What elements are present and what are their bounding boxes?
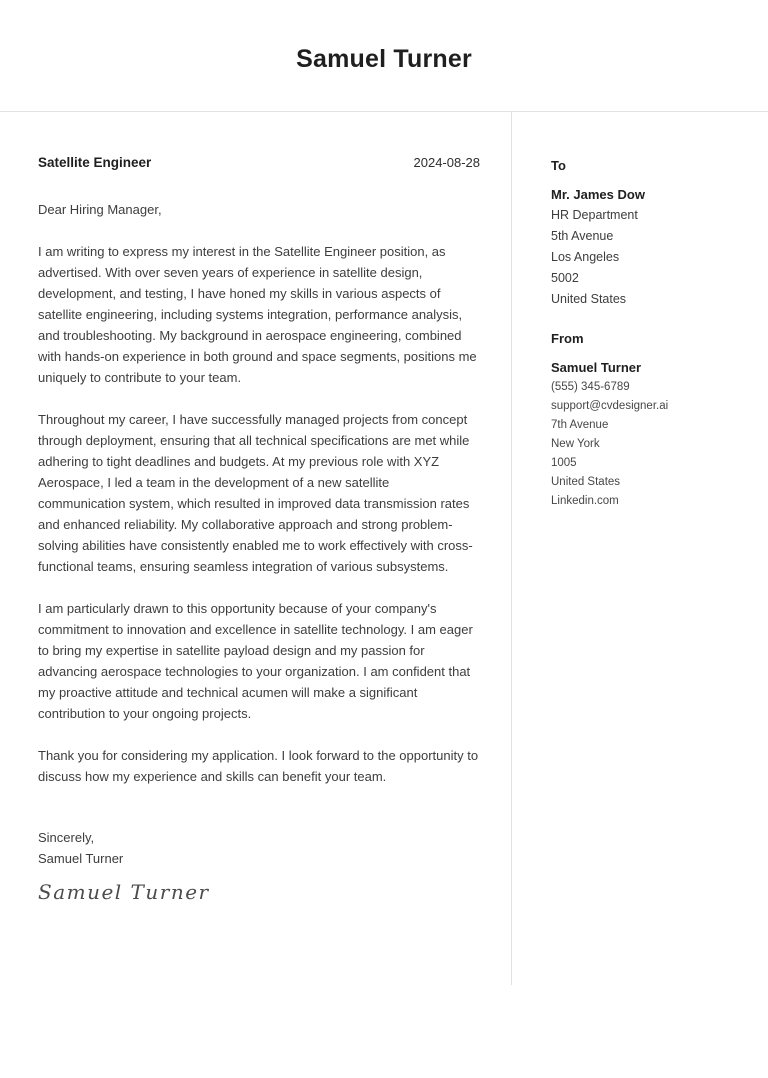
sender-name: Samuel Turner — [551, 360, 642, 375]
letter-paragraph-1: I am writing to express my interest in the Satellite Engineer position, as advertised. With over seven years of experience in satellite design, development, and testing, I have honed my skills in various aspects of satellite engineering, including systems integration, performance analysis, and troubleshooting. My background in aerospace engineering, combined with hands-on experience in both ground and space segments, positions me uniquely to contribute to your team. — [38, 244, 477, 385]
sender-detail: New York — [551, 438, 600, 450]
recipient-detail: Los Angeles — [551, 250, 620, 264]
to-section — [551, 155, 748, 310]
title-row — [38, 155, 480, 170]
closing-name: Samuel Turner — [38, 851, 124, 866]
sender-detail: 1005 — [551, 457, 577, 469]
letter-header — [0, 0, 768, 112]
from-section — [551, 328, 748, 511]
letter-paragraph-3: I am particularly drawn to this opportunity because of your company's commitment to innovation and excellence in satellite technology. I am eager to bring my expertise in satellite payload design and my passion for advancing aerospace technologies to your organization. I am confident that my proactive attitude and technical acumen will make a significant contribution to your ongoing projects. — [38, 601, 473, 721]
from-label: From — [551, 331, 584, 346]
signature-script: Samuel Turner — [38, 880, 210, 904]
sender-phone: (555) 345-6789 — [551, 381, 630, 393]
recipient-detail: HR Department — [551, 208, 638, 222]
contact-sidebar — [511, 112, 768, 985]
recipient-detail: 5th Avenue — [551, 229, 614, 243]
sender-detail: United States — [551, 476, 621, 488]
recipient-detail: United States — [551, 292, 627, 306]
recipient-name: Mr. James Dow — [551, 187, 645, 202]
letter-paragraph-4: Thank you for considering my application. I look forward to the opportunity to discuss how my experience and skills can benefit your team. — [38, 748, 479, 784]
to-label: To — [551, 158, 566, 173]
closing-word: Sincerely, — [38, 830, 95, 845]
letter-date: 2024-08-28 — [413, 155, 480, 170]
sender-email: support@cvdesigner.ai — [551, 400, 669, 412]
letter-body-layout — [0, 112, 768, 985]
salutation: Dear Hiring Manager, — [38, 202, 162, 217]
recipient-detail: 5002 — [551, 271, 579, 285]
letter-paragraph-2: Throughout my career, I have successfully managed projects from concept through deployment, ensuring that all technical specifications are met while adhering to tight deadlines and budgets. At my previous role with XYZ Aerospace, I led a team in the development of a new satellite communication system, which resulted in improved data transmission rates and enhanced reliability. My collaborative approach and strong problem-solving abilities have consistently enabled me to work effectively with cross-functional teams, ensuring seamless integration of various subsystems. — [38, 412, 473, 574]
closing-block — [38, 827, 480, 869]
letter-main — [0, 112, 511, 985]
sender-detail: 7th Avenue — [551, 419, 609, 431]
page-title: Samuel Turner — [296, 45, 472, 73]
sender-linkedin: Linkedin.com — [551, 495, 619, 507]
job-title: Satellite Engineer — [38, 155, 152, 170]
